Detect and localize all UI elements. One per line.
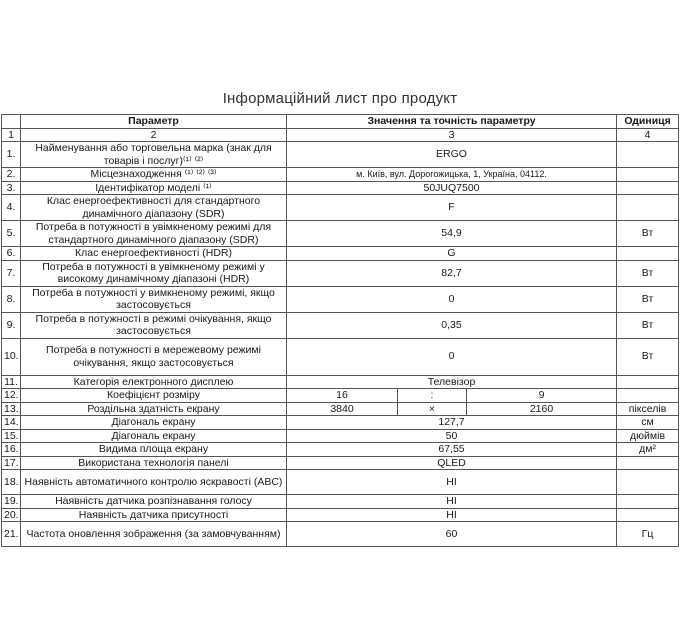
row-value: G [287,247,617,261]
row-number: 19. [2,495,21,509]
table-row [2,286,679,312]
row-value: м. Київ, вул. Дорогожицька, 1, Україна, 04112. [287,168,617,182]
row-number: 14. [2,416,21,430]
row-value-part-1: 16 [287,389,398,403]
row-unit [617,389,679,403]
table-row [2,338,679,375]
row-number: 15. [2,429,21,443]
index-num: 1 [2,128,21,142]
row-unit [617,142,679,168]
row-number: 5. [2,221,21,247]
row-parameter: Потреба в потужності у вимкненому режимі, якщо застосовується [21,286,287,312]
table-row [2,181,679,195]
row-number: 13. [2,402,21,416]
row-unit: Вт [617,286,679,312]
row-parameter: Наявність датчика присутності [21,508,287,522]
table-row [2,389,679,403]
row-parameter: Роздільна здатність екрану [21,402,287,416]
row-parameter: Частота оновлення зображення (за замовчуванням) [21,522,287,547]
row-unit: дюймів [617,429,679,443]
table-row [2,429,679,443]
row-unit [617,375,679,389]
row-parameter: Потреба в потужності в режимі очікування, якщо застосовується [21,312,287,338]
product-info-table [1,114,679,547]
row-parameter: Наявність автоматичного контролю яскравості (ABC) [21,470,287,495]
row-number: 11. [2,375,21,389]
row-unit: Вт [617,338,679,375]
row-parameter: Діагональ екрану [21,416,287,430]
row-unit: см [617,416,679,430]
row-value: 127,7 [287,416,617,430]
table-row [2,247,679,261]
row-value: НІ [287,470,617,495]
table-row [2,522,679,547]
header-num [2,115,21,129]
row-parameter: Потреба в потужності в увімкненому режимі у високому динамічному діапазоні (HDR) [21,260,287,286]
row-value: 82,7 [287,260,617,286]
header-param: Параметр [21,115,287,129]
table-row [2,142,679,168]
sheet-title: Інформаційний лист про продукт [222,90,458,107]
row-parameter: Клас енергоефективності (HDR) [21,247,287,261]
row-number: 4. [2,195,21,221]
row-value: 0,35 [287,312,617,338]
row-number: 9. [2,312,21,338]
index-param: 2 [21,128,287,142]
row-number: 8. [2,286,21,312]
row-value: 50JUQ7500 [287,181,617,195]
row-number: 17. [2,456,21,470]
row-value: F [287,195,617,221]
row-parameter: Клас енергоефективності для стандартного динамічного діапазону (SDR) [21,195,287,221]
row-unit: пікселів [617,402,679,416]
row-value: 0 [287,338,617,375]
table-row [2,312,679,338]
table-row [2,443,679,457]
row-parameter: Найменування або торговельна марка (знак для товарів і послуг)⁽¹⁾ ⁽²⁾ [21,142,287,168]
row-number: 2. [2,168,21,182]
table-row [2,260,679,286]
row-parameter: Діагональ екрану [21,429,287,443]
row-number: 3. [2,181,21,195]
row-value: 60 [287,522,617,547]
table-row [2,195,679,221]
row-value-part-2: 2160 [467,402,617,416]
row-unit [617,456,679,470]
row-number: 18. [2,470,21,495]
row-value: Телевізор [287,375,617,389]
row-value: 0 [287,286,617,312]
row-parameter: Потреба в потужності в увімкненому режимі для стандартного динамічного діапазону (SDR) [21,221,287,247]
row-unit [617,495,679,509]
row-unit: дм² [617,443,679,457]
row-number: 7. [2,260,21,286]
row-parameter: Категорія електронного дисплею [21,375,287,389]
row-value-part-1: 3840 [287,402,398,416]
row-unit [617,508,679,522]
header-row [2,115,679,129]
row-unit: Вт [617,221,679,247]
table-row [2,456,679,470]
row-parameter: Ідентифікатор моделі ⁽¹⁾ [21,181,287,195]
row-value-part-2: 9 [467,389,617,403]
row-value-separator: : [398,389,467,403]
row-value: НІ [287,508,617,522]
row-parameter: Потреба в потужності в мережевому режимі очікування, якщо застосовується [21,338,287,375]
header-unit: Одиниця [617,115,679,129]
row-number: 16. [2,443,21,457]
table-row [2,375,679,389]
index-row [2,128,679,142]
row-number: 6. [2,247,21,261]
row-value-separator: × [398,402,467,416]
row-unit: Гц [617,522,679,547]
table-row [2,470,679,495]
table-row [2,495,679,509]
row-parameter: Наявність датчика розпізнавання голосу [21,495,287,509]
row-unit: Вт [617,260,679,286]
table-row [2,221,679,247]
table-row [2,416,679,430]
row-number: 21. [2,522,21,547]
index-unit: 4 [617,128,679,142]
row-parameter: Коефіцієнт розміру [21,389,287,403]
row-value: 50 [287,429,617,443]
row-value: ERGO [287,142,617,168]
row-parameter: Видима площа екрану [21,443,287,457]
table-row [2,168,679,182]
row-value: 54,9 [287,221,617,247]
row-unit [617,470,679,495]
row-number: 20. [2,508,21,522]
row-unit [617,195,679,221]
index-value: 3 [287,128,617,142]
row-number: 10. [2,338,21,375]
table-row [2,508,679,522]
header-value: Значення та точність параметру [287,115,617,129]
row-value: НІ [287,495,617,509]
row-unit [617,247,679,261]
row-unit [617,168,679,182]
row-parameter: Місцезнаходження ⁽¹⁾ ⁽²⁾ ⁽³⁾ [21,168,287,182]
row-number: 12. [2,389,21,403]
row-parameter: Використана технологія панелі [21,456,287,470]
row-unit [617,181,679,195]
table-row [2,402,679,416]
row-number: 1. [2,142,21,168]
row-unit: Вт [617,312,679,338]
row-value: 67,55 [287,443,617,457]
row-value: QLED [287,456,617,470]
